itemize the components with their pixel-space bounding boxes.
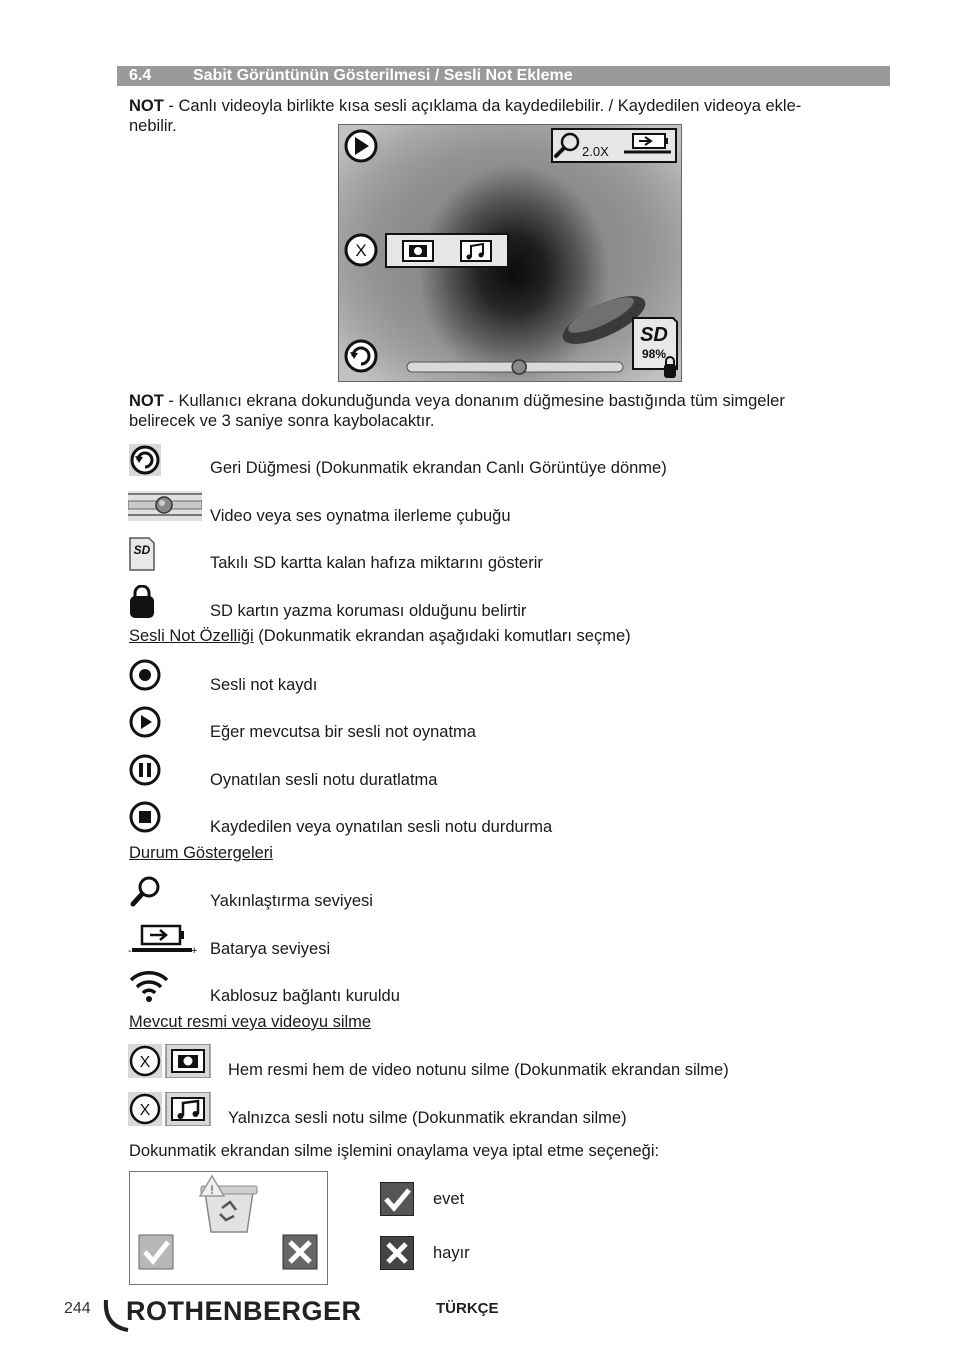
- item-wifi-label: Kablosuz bağlantı kuruldu: [210, 987, 400, 1005]
- magnifier-icon: [129, 875, 163, 909]
- stop-icon: [129, 801, 163, 835]
- screen-zoom-value: 2.0X: [582, 144, 609, 159]
- cross-icon: [380, 1236, 414, 1270]
- lock-icon: [129, 585, 155, 619]
- screen-delete-icon[interactable]: [346, 235, 376, 265]
- confirm-dialog-art: [130, 1172, 327, 1284]
- screen-back-icon[interactable]: [346, 341, 376, 371]
- svg-text:X: X: [139, 1102, 151, 1119]
- note-1-bold: NOT: [129, 97, 164, 115]
- footer-language: TÜRKÇE: [436, 1300, 499, 1317]
- confirm-dialog: [129, 1171, 328, 1285]
- screen-sd-label: SD: [640, 324, 668, 346]
- pause-icon: [129, 754, 163, 788]
- note-2-bold: NOT: [129, 392, 164, 410]
- svg-text:-: -: [128, 945, 132, 957]
- confirm-yes-label: evet: [433, 1190, 465, 1208]
- svg-text:X: X: [139, 1054, 151, 1071]
- item-delete-audio-label: Yalnızca sesli notu silme (Dokunmatik ekrandan silme): [228, 1109, 627, 1127]
- section-status-heading: Durum Göstergeleri: [129, 844, 273, 862]
- item-record-label: Sesli not kaydı: [210, 676, 318, 694]
- item-pause-label: Oynatılan sesli notu duratlatma: [210, 771, 438, 789]
- item-progress-label: Video veya ses oynatma ilerleme çubuğu: [210, 507, 511, 525]
- dialog-check-button[interactable]: [139, 1235, 173, 1269]
- svg-text:!: !: [210, 1183, 214, 1197]
- section-header: [117, 66, 890, 86]
- screen-overlay: [339, 125, 681, 381]
- svg-text:X: X: [355, 241, 367, 260]
- note-2-text: - Kullanıcı ekrana dokunduğunda veya donanım düğmesine bastığında tüm simgeler: [163, 392, 785, 410]
- note-1-text-cont: nebilir.: [129, 117, 177, 135]
- note-1-text: - Canlı videoyla birlikte kısa sesli açıklama da kaydedilebilir. / Kaydedilen videoya ekle-: [163, 97, 802, 115]
- item-back-label: Geri Düğmesi (Dokunmatik ekrandan Canlı Görüntüye dönme): [210, 459, 667, 477]
- record-icon: [129, 659, 163, 693]
- svg-text:SD: SD: [133, 543, 151, 557]
- note-2: [129, 391, 899, 431]
- note-2-text-cont: belirecek ve 3 saniye sonra kaybolacaktır.: [129, 412, 435, 430]
- brand-name: ROTHENBERGER: [126, 1296, 362, 1326]
- confirm-no-label: hayır: [433, 1244, 470, 1262]
- item-battery-label: Batarya seviyesi: [210, 940, 331, 958]
- sd-card-icon: [129, 537, 155, 571]
- screen-capture-panel[interactable]: [386, 234, 508, 267]
- section-audio: [129, 627, 631, 646]
- section-number: 6.4: [129, 67, 152, 84]
- delete-music-icon: [128, 1092, 212, 1126]
- device-screen: [338, 124, 682, 382]
- section-audio-heading: Sesli Not Özelliği: [129, 627, 254, 645]
- page-number: 244: [64, 1300, 91, 1317]
- item-zoom-label: Yakınlaştırma seviyesi: [210, 892, 373, 910]
- item-sd-label: Takılı SD kartta kalan hafıza miktarını gösterir: [210, 554, 543, 572]
- section-audio-rest: (Dokunmatik ekrandan aşağıdaki komutları seçme): [253, 627, 631, 645]
- confirm-text: Dokunmatik ekrandan silme işlemini onaylama veya iptal etme seçeneği:: [129, 1142, 660, 1160]
- svg-text:+: +: [191, 945, 198, 957]
- item-delete-both-label: Hem resmi hem de video notunu silme (Dokunmatik ekrandan silme): [228, 1061, 729, 1079]
- screen-progress-bar[interactable]: [407, 360, 623, 374]
- screen-play-icon[interactable]: [346, 131, 376, 161]
- delete-camera-icon: [128, 1044, 212, 1078]
- item-stop-label: Kaydedilen veya oynatılan sesli notu durdurma: [210, 818, 553, 836]
- check-icon: [380, 1182, 414, 1216]
- section-delete-heading: Mevcut resmi veya videoyu silme: [129, 1013, 372, 1031]
- back-icon: [129, 444, 161, 476]
- screen-sd-percent: 98%: [641, 347, 667, 361]
- progress-bar-icon: [128, 491, 202, 521]
- item-play-label: Eğer mevcutsa bir sesli not oynatma: [210, 723, 476, 741]
- screen-status-panel: [552, 129, 676, 162]
- play-icon: [129, 706, 163, 740]
- item-lock-label: SD kartın yazma koruması olduğunu belirtir: [210, 602, 527, 620]
- dialog-cancel-button[interactable]: [283, 1235, 317, 1269]
- wifi-icon: [129, 970, 169, 1004]
- screen-sd-icon: [633, 318, 677, 378]
- section-title: Sabit Görüntünün Gösterilmesi / Sesli Not Ekleme: [193, 67, 573, 84]
- battery-icon: [128, 923, 200, 957]
